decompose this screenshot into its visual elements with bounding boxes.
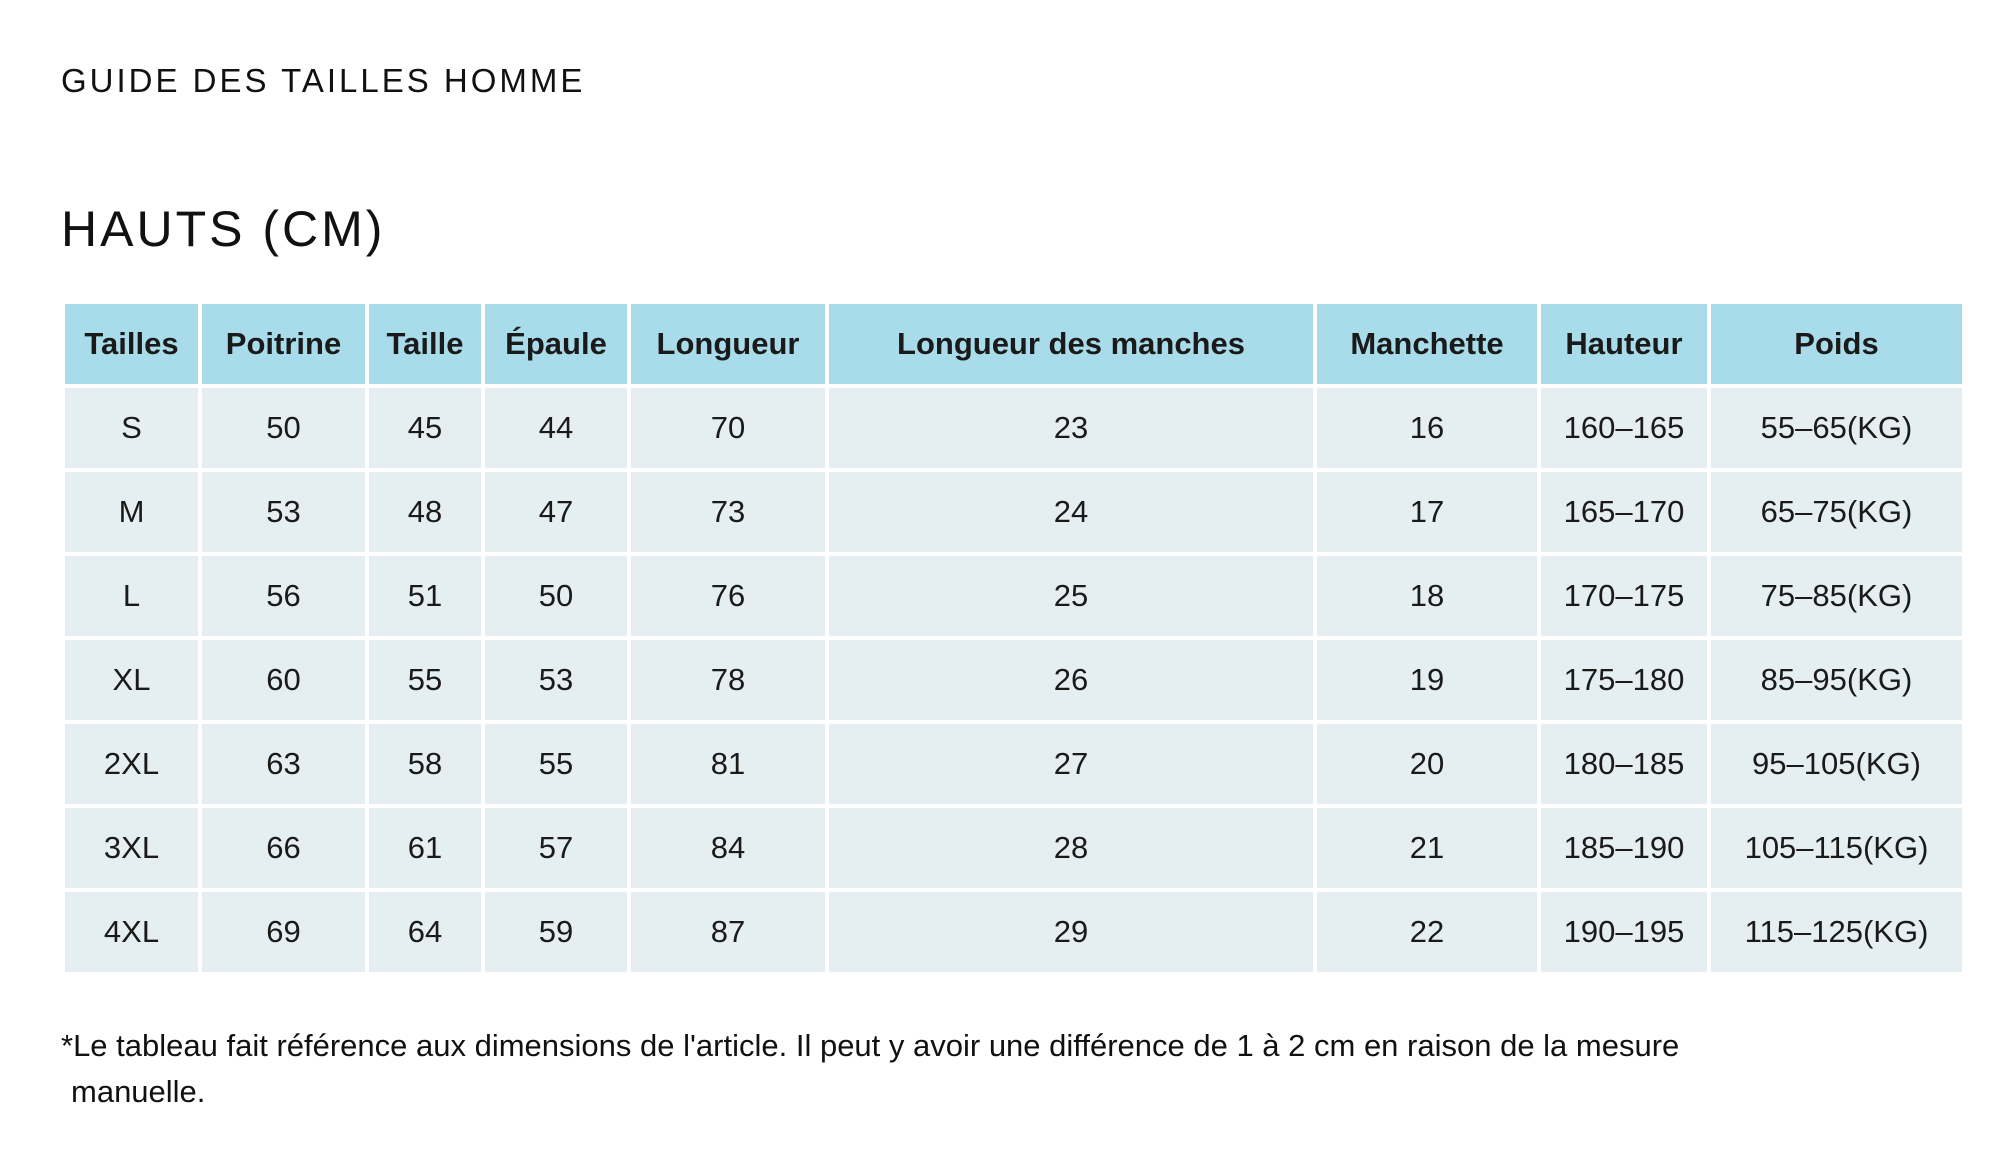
cell-size: 3XL bbox=[65, 808, 198, 888]
cell-longueur: 84 bbox=[631, 808, 825, 888]
table-row bbox=[65, 640, 1962, 720]
cell-poitrine: 60 bbox=[202, 640, 365, 720]
cell-size: 2XL bbox=[65, 724, 198, 804]
table-row bbox=[65, 892, 1962, 972]
table-row bbox=[65, 556, 1962, 636]
cell-poitrine: 56 bbox=[202, 556, 365, 636]
cell-taille: 64 bbox=[369, 892, 481, 972]
header-manchette: Manchette bbox=[1317, 304, 1537, 384]
cell-taille: 45 bbox=[369, 388, 481, 468]
cell-hauteur: 185–190 bbox=[1541, 808, 1707, 888]
table-row bbox=[65, 472, 1962, 552]
cell-poitrine: 66 bbox=[202, 808, 365, 888]
cell-poitrine: 69 bbox=[202, 892, 365, 972]
cell-epaule: 53 bbox=[485, 640, 627, 720]
cell-longueur: 73 bbox=[631, 472, 825, 552]
cell-longueur: 87 bbox=[631, 892, 825, 972]
cell-longueur-manches: 27 bbox=[829, 724, 1313, 804]
guide-title: GUIDE DES TAILLES HOMME bbox=[61, 62, 586, 99]
cell-poids: 75–85(KG) bbox=[1711, 556, 1962, 636]
cell-size: M bbox=[65, 472, 198, 552]
cell-hauteur: 160–165 bbox=[1541, 388, 1707, 468]
cell-epaule: 59 bbox=[485, 892, 627, 972]
cell-epaule: 44 bbox=[485, 388, 627, 468]
cell-longueur-manches: 23 bbox=[829, 388, 1313, 468]
cell-manchette: 16 bbox=[1317, 388, 1537, 468]
cell-taille: 55 bbox=[369, 640, 481, 720]
cell-poids: 65–75(KG) bbox=[1711, 472, 1962, 552]
cell-manchette: 22 bbox=[1317, 892, 1537, 972]
cell-epaule: 50 bbox=[485, 556, 627, 636]
cell-hauteur: 175–180 bbox=[1541, 640, 1707, 720]
header-epaule: Épaule bbox=[485, 304, 627, 384]
header-tailles: Tailles bbox=[65, 304, 198, 384]
cell-size: L bbox=[65, 556, 198, 636]
header-longueur: Longueur bbox=[631, 304, 825, 384]
cell-taille: 58 bbox=[369, 724, 481, 804]
header-longueur-manches: Longueur des manches bbox=[829, 304, 1313, 384]
size-table bbox=[61, 300, 1966, 976]
table-header-row bbox=[65, 304, 1962, 384]
cell-hauteur: 165–170 bbox=[1541, 472, 1707, 552]
cell-poids: 85–95(KG) bbox=[1711, 640, 1962, 720]
cell-poids: 115–125(KG) bbox=[1711, 892, 1962, 972]
cell-longueur-manches: 28 bbox=[829, 808, 1313, 888]
header-hauteur: Hauteur bbox=[1541, 304, 1707, 384]
cell-size: 4XL bbox=[65, 892, 198, 972]
cell-longueur-manches: 26 bbox=[829, 640, 1313, 720]
table-row bbox=[65, 724, 1962, 804]
cell-manchette: 17 bbox=[1317, 472, 1537, 552]
cell-longueur: 81 bbox=[631, 724, 825, 804]
cell-longueur: 78 bbox=[631, 640, 825, 720]
cell-hauteur: 190–195 bbox=[1541, 892, 1707, 972]
cell-taille: 51 bbox=[369, 556, 481, 636]
cell-epaule: 57 bbox=[485, 808, 627, 888]
cell-poitrine: 63 bbox=[202, 724, 365, 804]
cell-poitrine: 50 bbox=[202, 388, 365, 468]
cell-longueur-manches: 25 bbox=[829, 556, 1313, 636]
cell-manchette: 20 bbox=[1317, 724, 1537, 804]
cell-hauteur: 170–175 bbox=[1541, 556, 1707, 636]
footnote-line-1: *Le tableau fait référence aux dimensions de l'article. Il peut y avoir une différence de 1 à 2 cm en raison de la mesure bbox=[61, 1028, 1680, 1063]
table-row bbox=[65, 388, 1962, 468]
cell-hauteur: 180–185 bbox=[1541, 724, 1707, 804]
cell-poids: 105–115(KG) bbox=[1711, 808, 1962, 888]
footnote bbox=[61, 1023, 1921, 1115]
cell-taille: 61 bbox=[369, 808, 481, 888]
cell-manchette: 19 bbox=[1317, 640, 1537, 720]
cell-manchette: 21 bbox=[1317, 808, 1537, 888]
cell-longueur-manches: 24 bbox=[829, 472, 1313, 552]
header-poitrine: Poitrine bbox=[202, 304, 365, 384]
cell-longueur: 70 bbox=[631, 388, 825, 468]
cell-poitrine: 53 bbox=[202, 472, 365, 552]
cell-epaule: 47 bbox=[485, 472, 627, 552]
footnote-line-2: manuelle. bbox=[71, 1074, 206, 1109]
cell-size: XL bbox=[65, 640, 198, 720]
table-row bbox=[65, 808, 1962, 888]
cell-taille: 48 bbox=[369, 472, 481, 552]
cell-size: S bbox=[65, 388, 198, 468]
cell-epaule: 55 bbox=[485, 724, 627, 804]
cell-poids: 95–105(KG) bbox=[1711, 724, 1962, 804]
cell-manchette: 18 bbox=[1317, 556, 1537, 636]
cell-poids: 55–65(KG) bbox=[1711, 388, 1962, 468]
cell-longueur: 76 bbox=[631, 556, 825, 636]
cell-longueur-manches: 29 bbox=[829, 892, 1313, 972]
header-poids: Poids bbox=[1711, 304, 1962, 384]
section-title: HAUTS (CM) bbox=[61, 201, 386, 257]
header-taille: Taille bbox=[369, 304, 481, 384]
